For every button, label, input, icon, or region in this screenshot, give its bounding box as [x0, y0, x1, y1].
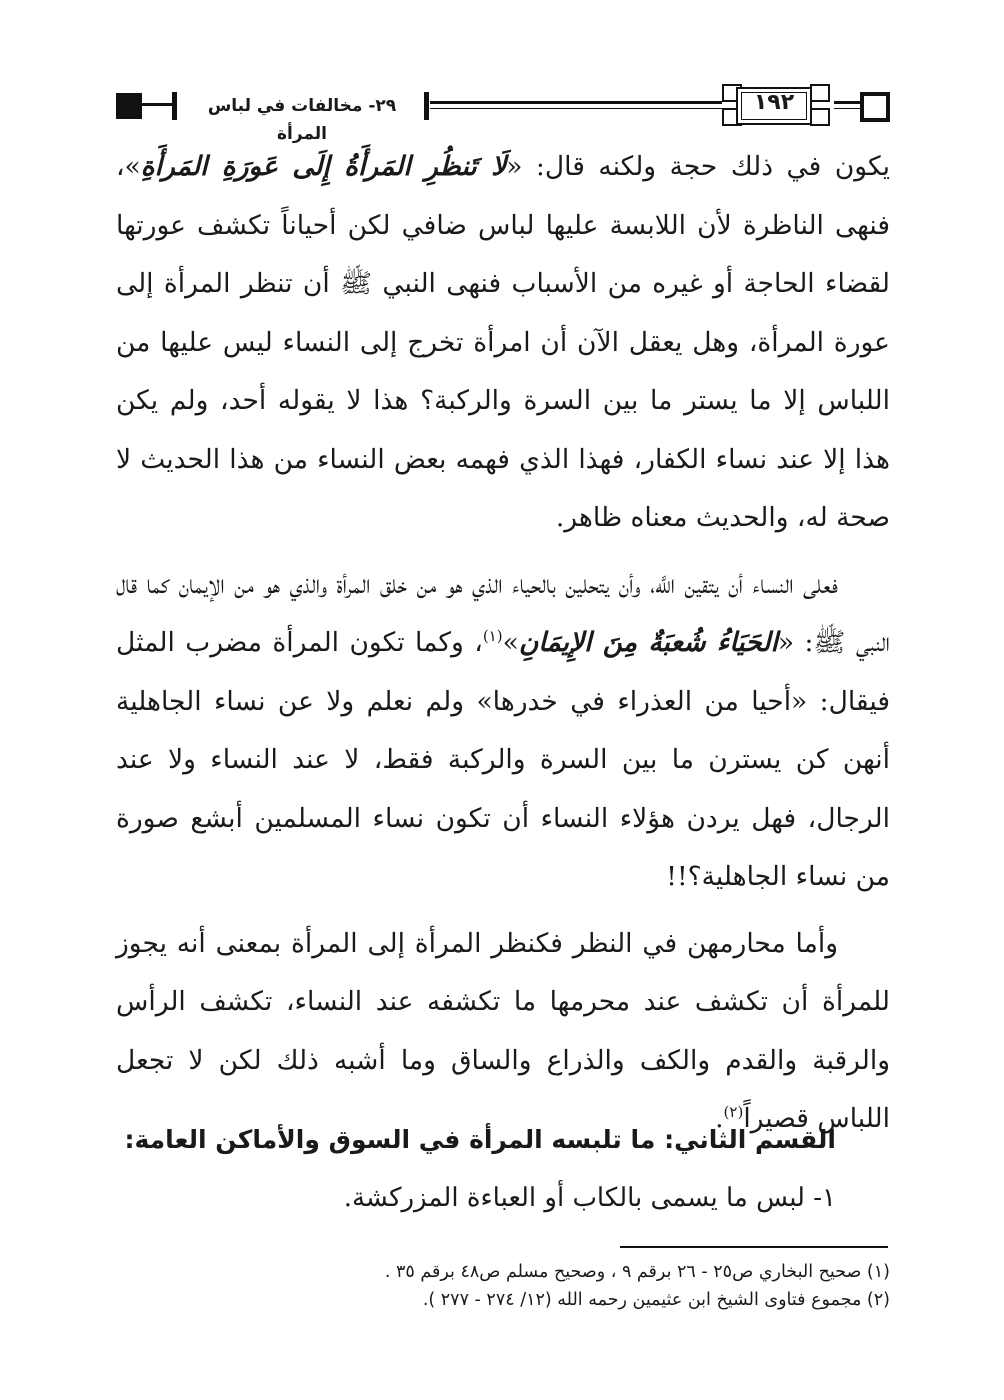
body-text	[116, 138, 890, 1149]
section-heading: القسم الثاني: ما تلبسه المرأة في السوق والأماكن العامة:	[124, 1125, 836, 1154]
text-run: .	[715, 1103, 724, 1134]
text-run: ، وكما تكون المرأة مضرب المثل فيقال: «أحيا من العذراء في خدرها» ولم نعلم ولا عن نساء الجاهلية أنهن كن يسترن ما بين السرة والركبة فقط، لا عند النساء ولا عند الرجال، فهل يردن هؤلاء النساء أن تكون نساء المسلمين أبشع صورة من نساء الجاهلية؟!!	[116, 627, 890, 892]
page-number-box	[716, 84, 834, 128]
ornament-corner	[810, 84, 830, 102]
header-bar	[424, 92, 429, 120]
footnote-2: (٢) مجموع فتاوى الشيخ ابن عثيمين رحمه الله (١٢/ ٢٧٤ - ٢٧٧ ).	[422, 1290, 890, 1310]
page-header	[116, 84, 890, 144]
page-number-frame	[736, 87, 812, 125]
footnote-ref-2[interactable]: (٢)	[723, 1103, 744, 1122]
header-rule	[430, 101, 722, 104]
text-run: وأما محارمهن في النظر فكنظر المرأة إلى المرأة بمعنى أنه يجوز للمرأة أن تكشف عند محرمها ما تكشفه عند النساء، تكشف الرأس والرقبة والقدم والكف والذراع والساق وما أشبه ذلك لكن لا تجعل اللباس قصيراً	[116, 927, 890, 1134]
hadith-quote: الحَيَاءُ شُعبَةٌ مِنَ الإِيمَانِ	[518, 627, 778, 658]
paragraph-2	[116, 556, 890, 907]
footnote-1: (١) صحيح البخاري ص٢٥ - ٢٦ برقم ٩ ، وصحيح مسلم ص٤٨ برقم ٣٥ .	[384, 1262, 890, 1282]
ornament-corner	[810, 108, 830, 126]
list-item: ١- لبس ما يسمى بالكاب أو العباءة المزركشة.	[343, 1183, 836, 1213]
page-number: ١٩٢	[753, 90, 795, 115]
hadith-quote: لَا تَنظُرِ المَرأَةُ إِلَى عَورَةِ المَرأَةِ	[140, 151, 507, 182]
header-rule	[142, 103, 174, 106]
text-run: »، فنهى الناظرة لأن اللابسة عليها لباس ضافي لكن أحياناً تكشف عورتها لقضاء الحاجة أو غيره من الأسباب فنهى النبي ﷺ أن تنظر المرأة إلى عورة المرأة، وهل يعقل الآن أن امرأة تخرج إلى النساء ليس عليها من اللباس إلا ما يستر ما بين السرة والركبة؟ هذا لا يقوله أحد، ولم يكن هذا إلا عند نساء الكفار، فهذا الذي فهمه بعض النساء من هذا الحديث لا صحة له، والحديث معناه ظاهر.	[116, 151, 890, 533]
footnotes	[116, 1258, 890, 1314]
paragraph-1	[116, 138, 890, 548]
footnote-ref-1[interactable]: (١)	[482, 627, 503, 646]
header-bar	[172, 92, 177, 120]
text-run: يكون في ذلك حجة ولكنه قال: «	[506, 151, 890, 182]
header-rule	[430, 108, 722, 109]
text-run: »	[502, 627, 519, 658]
text-run: فعلى النساء أن يتقين اللَّه، وأن يتحلين بالحياء الذي هو من خلق المرأة والذي هو من الإيمان كما قال النبي ﷺ: «	[116, 568, 890, 658]
header-square-ornament-right	[860, 92, 890, 122]
footnote-separator	[620, 1246, 888, 1248]
header-square-ornament-left	[116, 93, 142, 119]
chapter-title: ٢٩- مخالفات في لباس المرأة	[182, 92, 422, 120]
